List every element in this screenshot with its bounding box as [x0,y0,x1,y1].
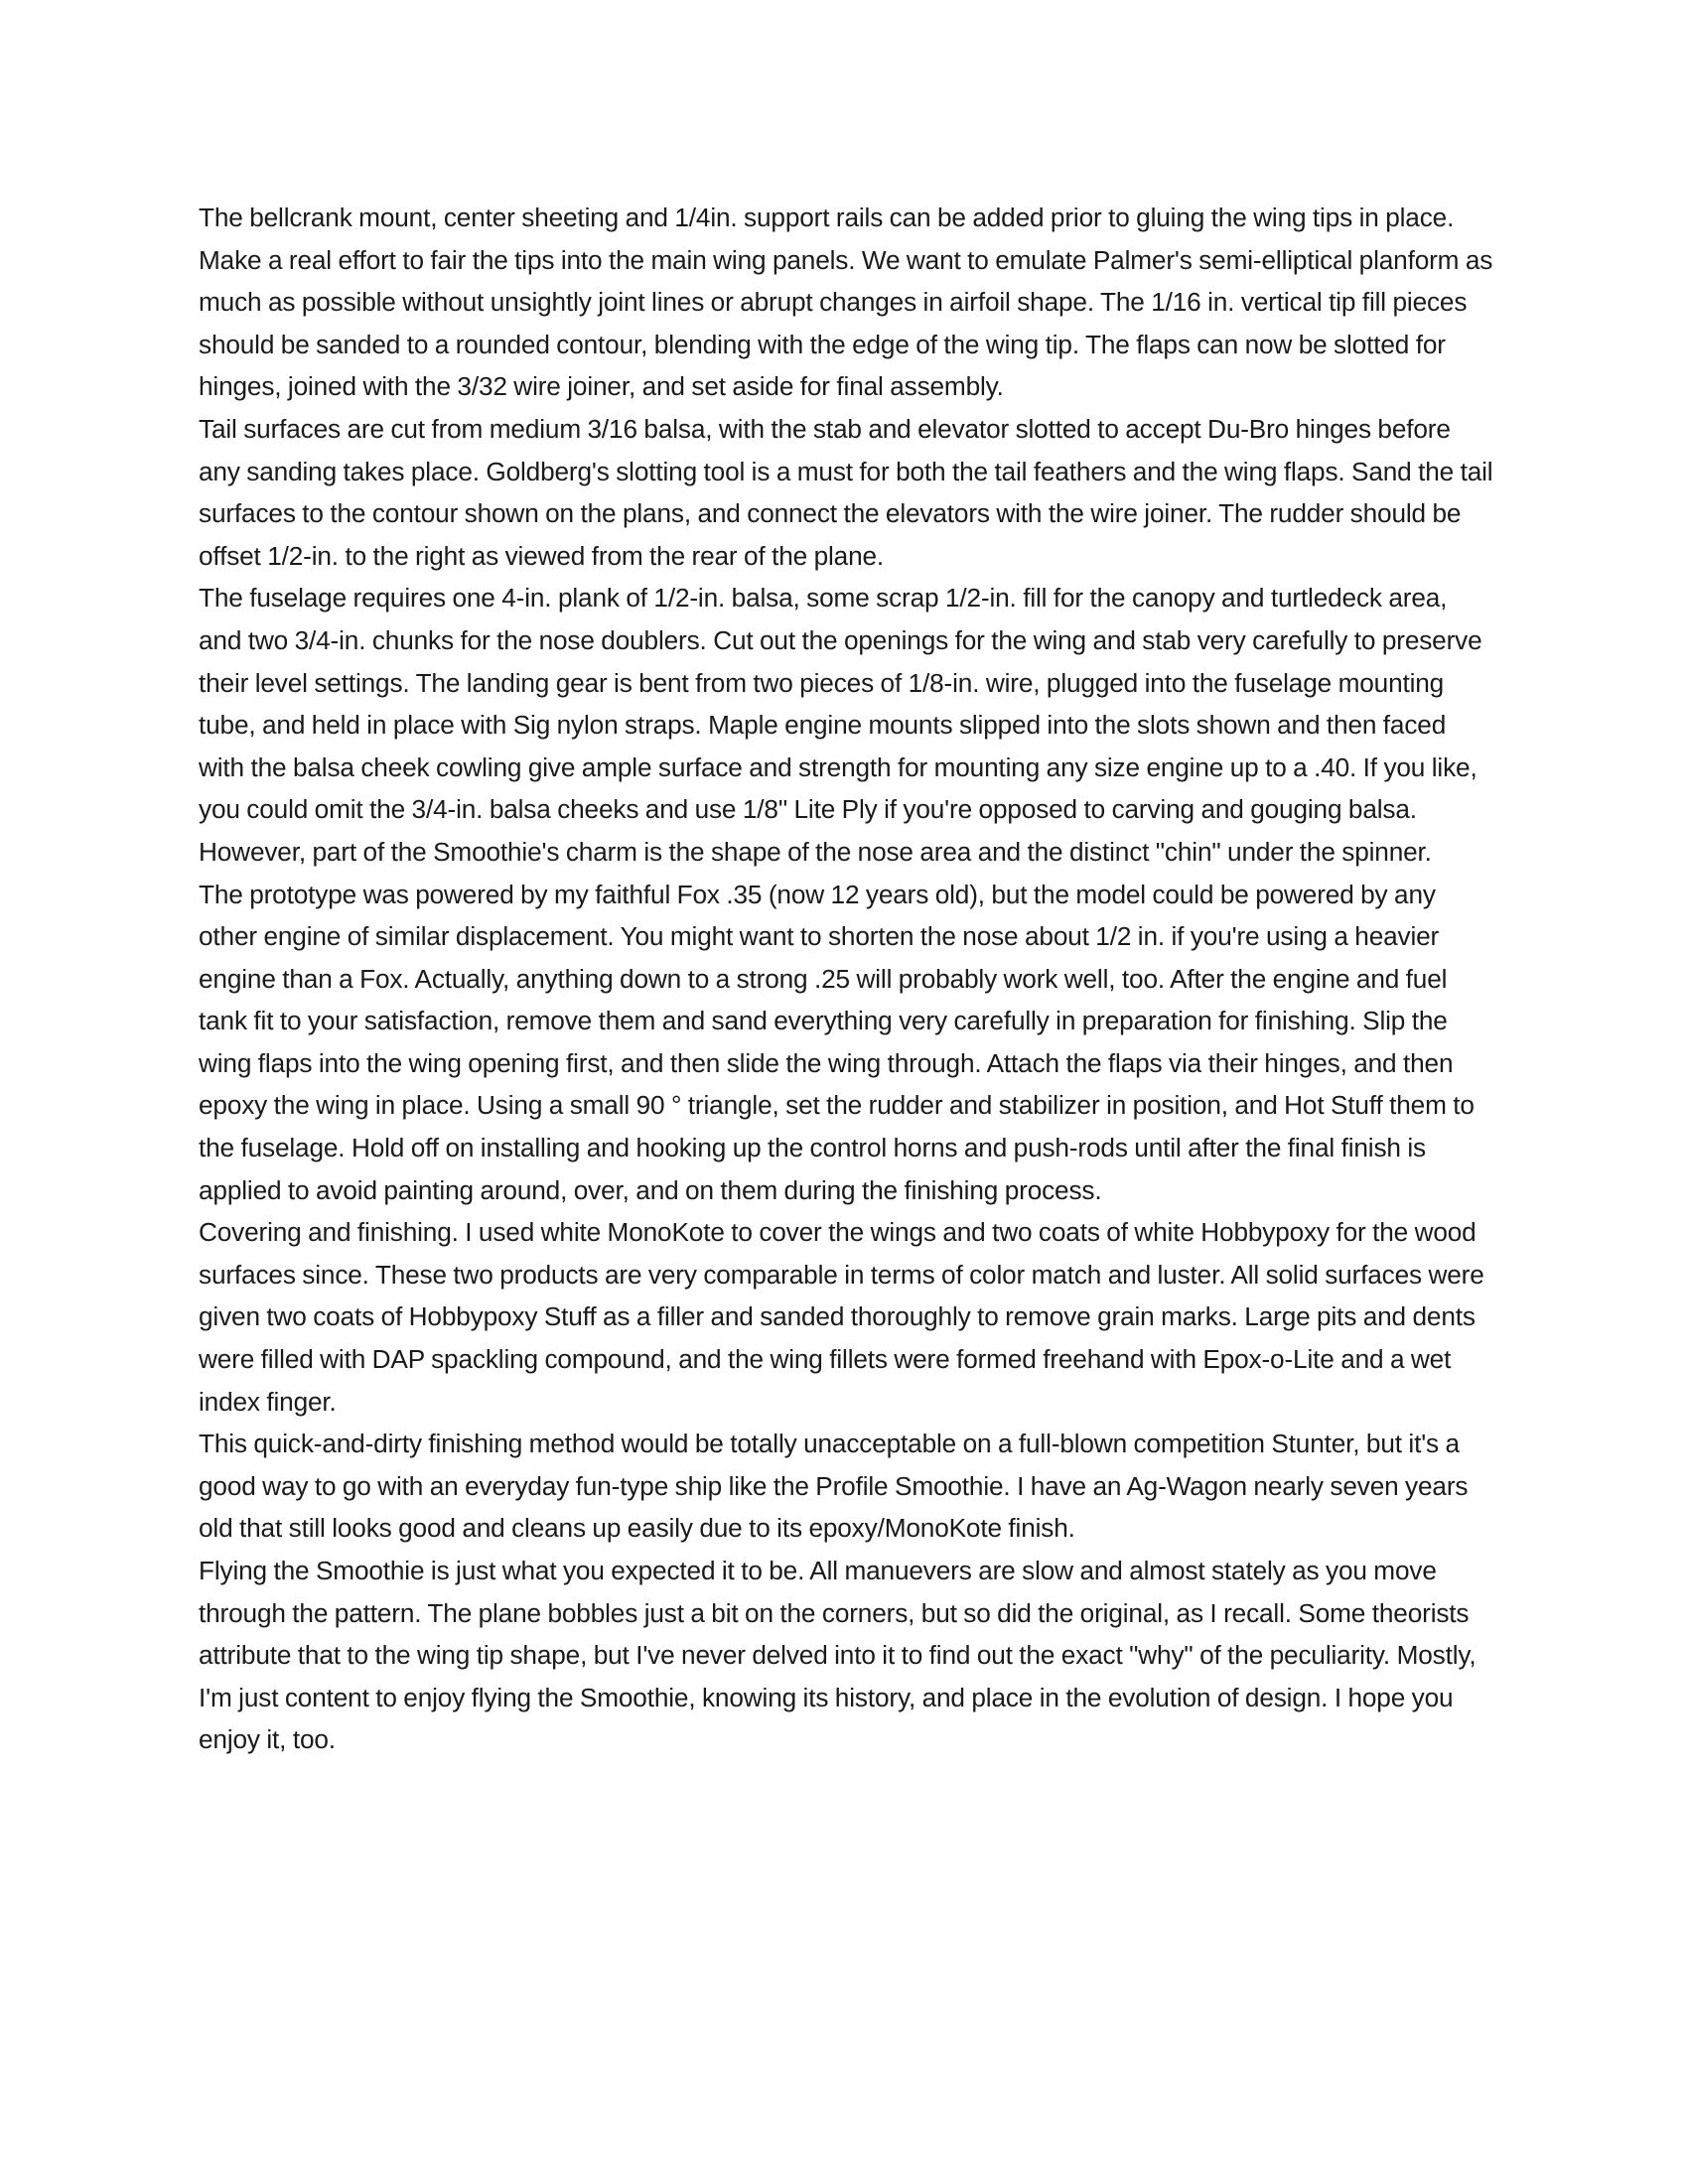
paragraph-wing-tips: The bellcrank mount, center sheeting and 1/4in. support rails can be added prior to gluing the wing tips in place. Make a real effort to fair the tips into the main wing panels. We want to emulate Palmer's semi-elliptical planform as much as possible without unsightly joint lines or abrupt changes in airfoil shape. The 1/16 in. vertical tip fill pieces should be sanded to a rounded contour, blending with the edge of the wing tip. The flaps can now be slotted for hinges, joined with the 3/32 wire joiner, and set aside for final assembly. [199,203,1493,402]
article-body [199,197,1494,1761]
paragraph-covering-finishing: Covering and finishing. I used white MonoKote to cover the wings and two coats of white Hobbypoxy for the wood surfaces since. These two products are very comparable in terms of color match and luster. All solid surfaces were given two coats of Hobbypoxy Stuff as a filler and sanded thoroughly to remove grain marks. Large pits and dents were filled with DAP spackling compound, and the wing fillets were formed freehand with Epox-o-Lite and a wet index finger. [199,1217,1484,1417]
paragraph-finishing-method: This quick-and-dirty finishing method would be totally unacceptable on a full-blown competition Stunter, but it's a good way to go with an everyday fun-type ship like the Profile Smoothie. I have an Ag-Wagon nearly seven years old that still looks good and cleans up easily due to its epoxy/MonoKote finish. [199,1429,1469,1544]
paragraph-engine-assembly: The prototype was powered by my faithful Fox .35 (now 12 years old), but the model could be powered by any other engine of similar displacement. You might want to shorten the nose about 1/2 in. if you're using a heavier engine than a Fox. Actually, anything down to a strong .25 will probably work well, too. After the engine and fuel tank fit to your satisfaction, remove them and sand everything very carefully in preparation for finishing. Slip the wing flaps into the wing opening first, and then slide the wing through. Attach the flaps via their hinges, and then epoxy the wing in place. Using a small 90 ° triangle, set the rudder and stabilizer in position, and Hot Stuff them to the fuselage. Hold off on installing and hooking up the control horns and push-rods until after the final finish is applied to avoid painting around, over, and on them during the finishing process. [199,879,1475,1205]
paragraph-flying: Flying the Smoothie is just what you expected it to be. All manuevers are slow and almost stately as you move through the pattern. The plane bobbles just a bit on the corners, but so did the original, as I recall. Some theorists attribute that to the wing tip shape, but I've never delved into it to find out the exact "why" of the peculiarity. Mostly, I'm just content to enjoy flying the Smoothie, knowing its history, and place in the evolution of design. I hope you enjoy it, too. [199,1556,1477,1755]
paragraph-tail-surfaces: Tail surfaces are cut from medium 3/16 balsa, with the stab and elevator slotted to accept Du-Bro hinges before any sanding takes place. Goldberg's slotting tool is a must for both the tail feathers and the wing flaps. Sand the tail surfaces to the contour shown on the plans, and connect the elevators with the wire joiner. The rudder should be offset 1/2-in. to the right as viewed from the rear of the plane. [199,413,1493,571]
paragraph-fuselage: The fuselage requires one 4-in. plank of 1/2-in. balsa, some scrap 1/2-in. fill for the canopy and turtledeck area, and two 3/4-in. chunks for the nose doublers. Cut out the openings for the wing and stab very carefully to preserve their level settings. The landing gear is bent from two pieces of 1/8-in. wire, plugged into the fuselage mounting tube, and held in place with Sig nylon straps. Maple engine mounts slipped into the slots shown and then faced with the balsa cheek cowling give ample surface and strength for mounting any size engine up to a .40. If you like, you could omit the 3/4-in. balsa cheeks and use 1/8" Lite Ply if you're opposed to carving and gouging balsa. However, part of the Smoothie's charm is the shape of the nose area and the distinct "chin" under the spinner. [199,583,1482,867]
